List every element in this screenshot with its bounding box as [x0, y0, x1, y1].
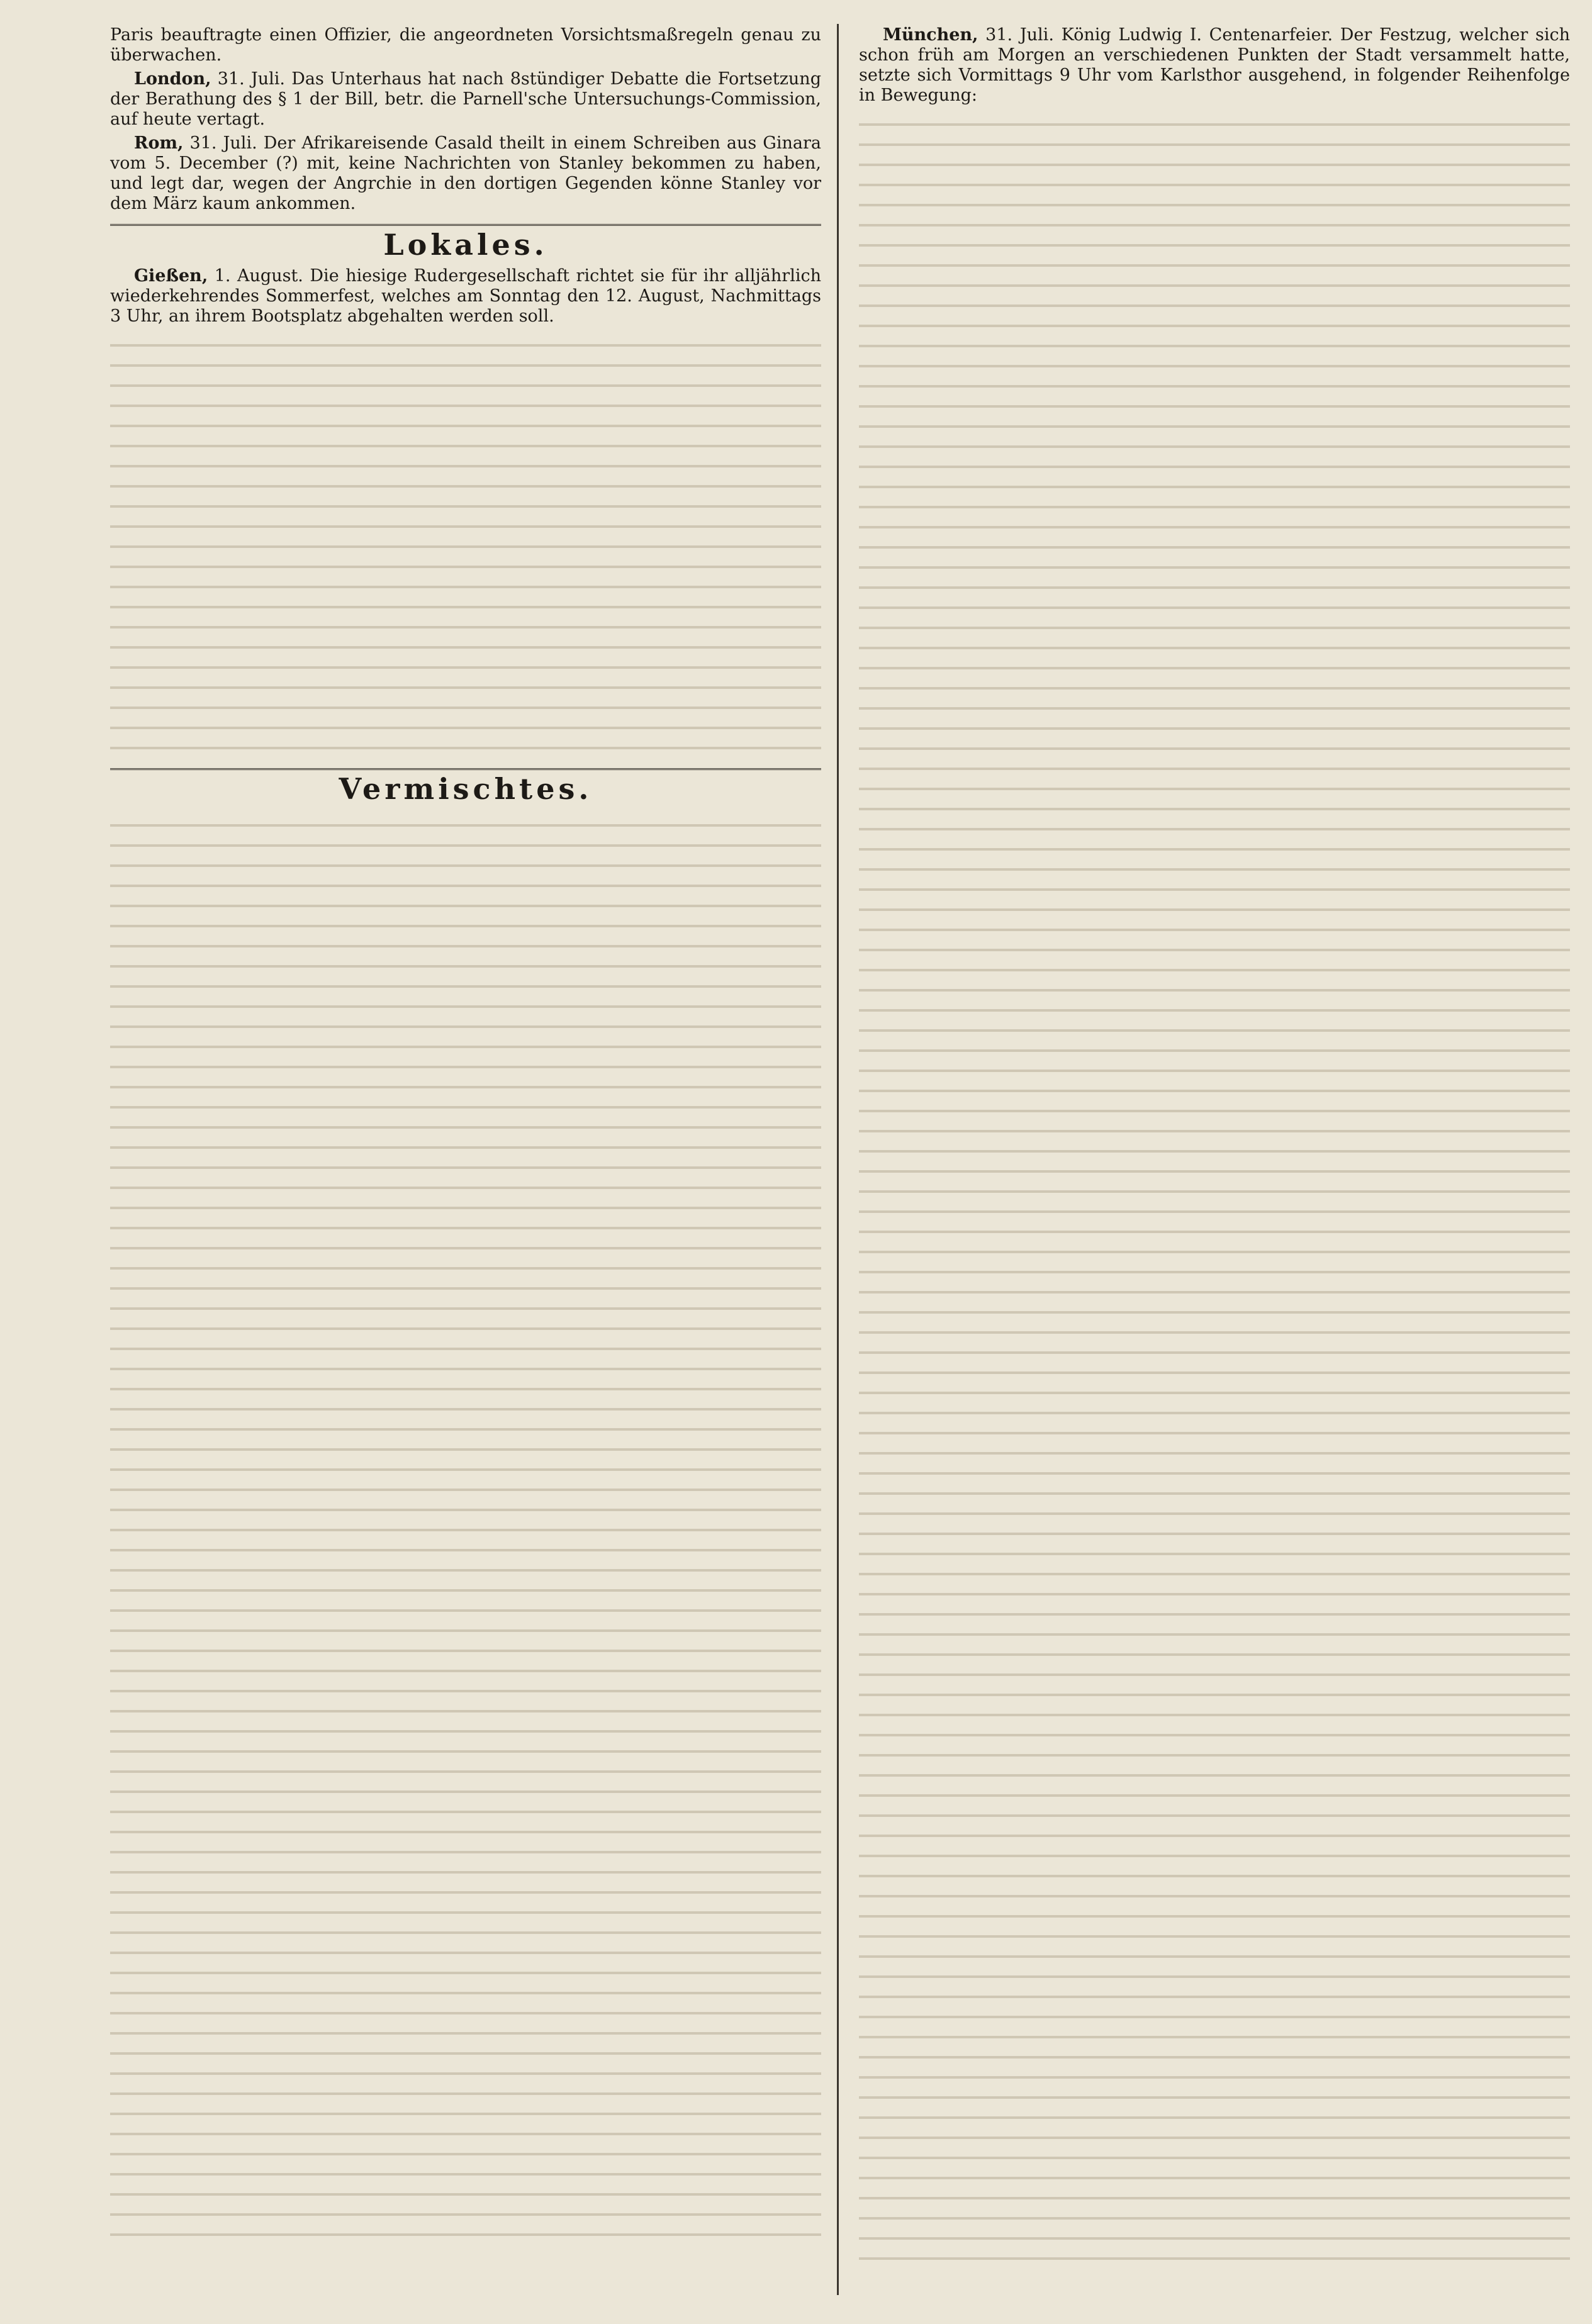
dateline-place: München, — [883, 25, 978, 45]
untranscribed-text-right — [859, 109, 1570, 2274]
left-column — [110, 25, 821, 2245]
article-text: 1. August. Die hiesige Rudergesellschaft richtet sie für ihr alljährlich wiederkehrendes Sommerfest, welches am Sonntag den 12. August, Nachmittags 3 Uhr, an ihrem Bootsplatz abgehalten werden soll. — [110, 266, 821, 326]
right-column — [859, 25, 1570, 2274]
lokales-heading: Lokales. — [383, 228, 548, 262]
article-text: 31. Juli. Der Afrikareisende Casald theilt in einem Schreiben aus Ginara vom 5. December (?) mit, keine Nachrichten von Stanley bekommen zu haben, und legt dar, wegen der Angrchie in den dortigen Gegenden könne Stanley vor dem März kaum ankommen. — [110, 133, 821, 213]
giessen-paragraph — [110, 266, 821, 327]
untranscribed-text-lokales — [110, 330, 821, 758]
dateline-place: London, — [134, 69, 211, 89]
article-text: 31. Juli. Das Unterhaus hat nach 8stündiger Debatte die Fortsetzung der Berathung des § 1 der Bill, betr. die Parnell'sche Untersuchungs-Commission, auf heute vertagt. — [110, 69, 821, 129]
london-paragraph — [110, 69, 821, 130]
dateline-place: Gießen, — [134, 266, 208, 286]
dateline-place: Rom, — [134, 133, 184, 153]
untranscribed-text-vermischtes — [110, 810, 821, 2245]
section-divider — [110, 224, 821, 226]
column-divider — [837, 24, 839, 2295]
paris-paragraph: Paris beauftragte einen Offizier, die angeordneten Vorsichtsmaßregeln genau zu überwachen. — [110, 25, 821, 65]
article-text: 31. Juli. König Ludwig I. Centenarfeier. Der Festzug, welcher sich schon früh am Morgen an verschiedenen Punkten der Stadt versammelt hatte, setzte sich Vormittags 9 Uhr vom Karlsthor ausgehend, in folgender Reihenfolge in Bewegung: — [859, 25, 1570, 105]
muenchen-paragraph — [859, 25, 1570, 106]
rom-paragraph — [110, 133, 821, 214]
section-divider — [110, 768, 821, 770]
vermischtes-heading: Vermischtes. — [339, 772, 593, 806]
